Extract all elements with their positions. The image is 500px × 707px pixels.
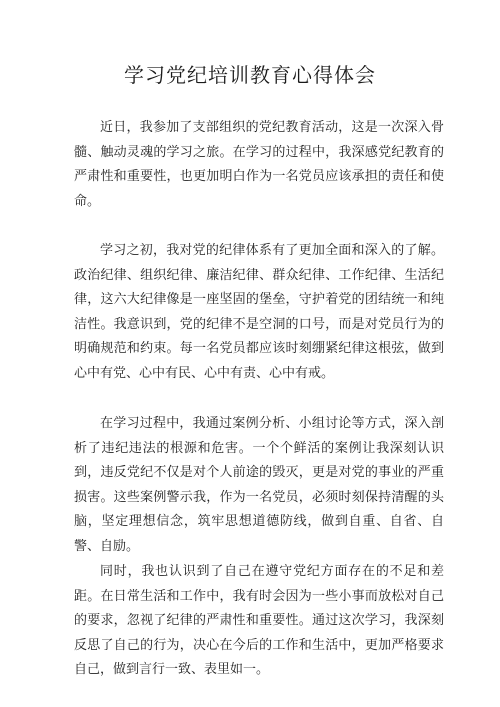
paragraph-1: 近日，我参加了支部组织的党纪教育活动，这是一次深入骨髓、触动灵魂的学习之旅。在学习的过程中，我深感党纪教育的严肃性和重要性，也更加明白作为一名党员应该承担的责任和使命。: [74, 120, 444, 209]
paragraph-4: 同时，我也认识到了自己在遵守党纪方面存在的不足和差距。在日常生活和工作中，我有时会因为一些小事而放松对自己的要求，忽视了纪律的严肃性和重要性。通过这次学习，我深刻反思了自己的行为，决心在今后的工作和生活中，更加严格要求自己，做到言行一致、表里如一。: [74, 564, 444, 678]
paragraph-3: 在学习过程中，我通过案例分析、小组讨论等方式，深入剖析了违纪违法的根源和危害。一个个鲜活的案例让我深刻认识到，违反党纪不仅是对个人前途的毁灭，更是对党的事业的严重损害。这些案例警示我，作为一名党员，必须时刻保持清醒的头脑，坚定理想信念，筑牢思想道德防线，做到自重、自省、自警、自励。: [74, 416, 444, 554]
paragraph-2: 学习之初，我对党的纪律体系有了更加全面和深入的了解。政治纪律、组织纪律、廉洁纪律、群众纪律、工作纪律、生活纪律，这六大纪律像是一座坚固的堡垒，守护着党的团结统一和纯洁性。我意识到，党的纪律不是空洞的口号，而是对党员行为的明确规范和约束。每一名党员都应该时刻绷紧纪律这根弦，做到心中有党、心中有民、心中有责、心中有戒。: [74, 243, 444, 381]
document-title: 学习党纪培训教育心得体会: [124, 63, 376, 87]
